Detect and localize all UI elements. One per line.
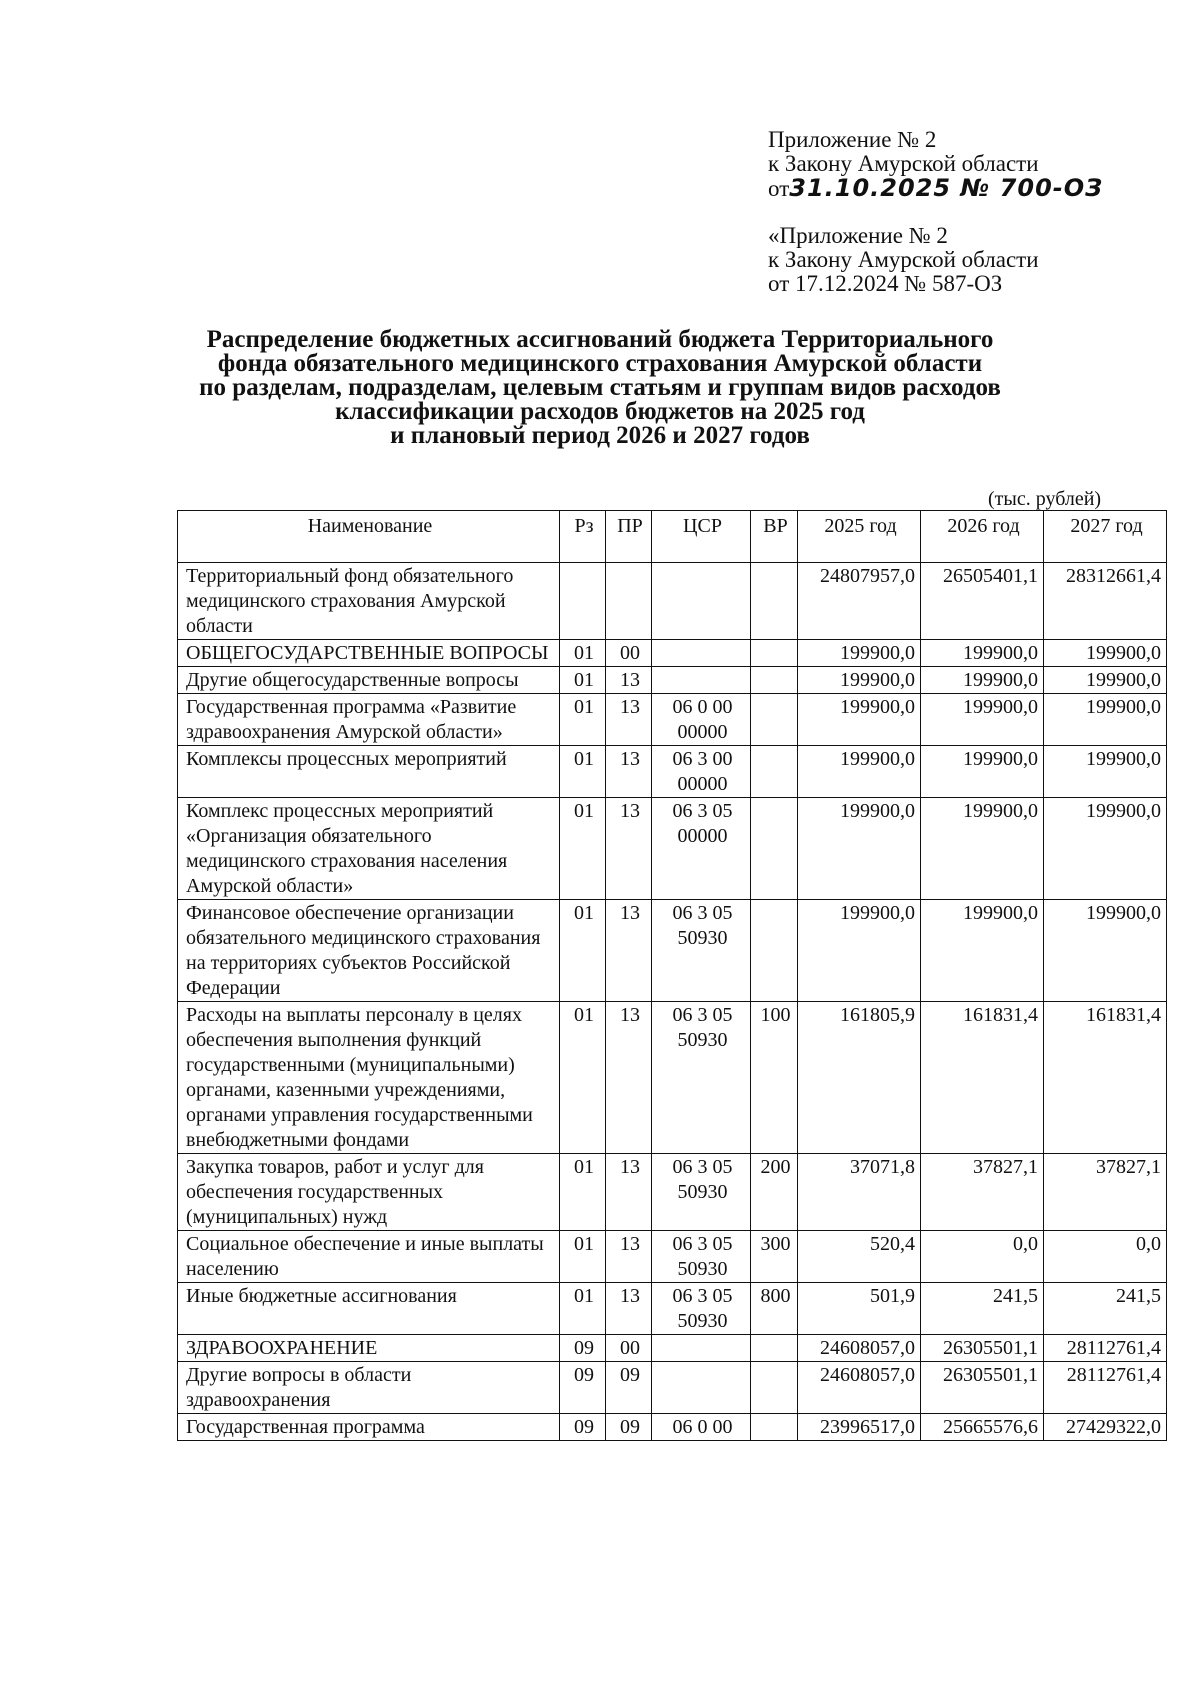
cell-pr: 09 <box>606 1362 652 1414</box>
cell-2025: 199900,0 <box>798 640 921 667</box>
title-line: по разделам, подразделам, целевым статьям и группам видов расходов <box>199 374 1001 401</box>
appendix-current-line2: к Закону Амурской области <box>768 151 1039 176</box>
cell-2027: 241,5 <box>1044 1283 1167 1335</box>
cell-name: Комплекс процессных мероприятий «Организация обязательного медицинского страхования населения Амурской области» <box>178 798 560 900</box>
cell-csr <box>652 640 751 667</box>
header-2026: 2026 год <box>921 511 1044 563</box>
cell-pr <box>606 563 652 640</box>
cell-csr: 06 3 05 50930 <box>652 1154 751 1231</box>
cell-2026: 241,5 <box>921 1283 1044 1335</box>
cell-vr <box>751 1414 798 1441</box>
cell-rz: 01 <box>560 1283 606 1335</box>
cell-2027: 28312661,4 <box>1044 563 1167 640</box>
cell-rz: 01 <box>560 1231 606 1283</box>
cell-name: Государственная программа «Развитие здравоохранения Амурской области» <box>178 694 560 746</box>
cell-name: ЗДРАВООХРАНЕНИЕ <box>178 1335 560 1362</box>
cell-2027: 199900,0 <box>1044 694 1167 746</box>
cell-vr <box>751 694 798 746</box>
cell-rz: 09 <box>560 1362 606 1414</box>
table-row <box>178 1231 1167 1283</box>
cell-name: Государственная программа <box>178 1414 560 1441</box>
units-label: (тыс. рублей) <box>988 488 1102 510</box>
cell-rz: 09 <box>560 1335 606 1362</box>
cell-vr <box>751 900 798 1002</box>
cell-rz: 01 <box>560 694 606 746</box>
table-row <box>178 667 1167 694</box>
table-row <box>178 746 1167 798</box>
cell-2027: 199900,0 <box>1044 900 1167 1002</box>
header-name: Наименование <box>178 511 560 563</box>
cell-2026: 199900,0 <box>921 694 1044 746</box>
cell-2025: 501,9 <box>798 1283 921 1335</box>
cell-rz: 01 <box>560 640 606 667</box>
cell-pr: 13 <box>606 1154 652 1231</box>
cell-pr: 13 <box>606 746 652 798</box>
title-line: классификации расходов бюджетов на 2025 год <box>335 398 865 425</box>
budget-table <box>177 510 1167 1441</box>
table-row <box>178 798 1167 900</box>
cell-name: Комплексы процессных мероприятий <box>178 746 560 798</box>
cell-rz: 01 <box>560 798 606 900</box>
appendix-previous-line2: к Закону Амурской области <box>768 247 1039 272</box>
cell-2025: 161805,9 <box>798 1002 921 1154</box>
cell-csr: 06 0 00 <box>652 1414 751 1441</box>
cell-rz: 01 <box>560 667 606 694</box>
cell-2025: 199900,0 <box>798 900 921 1002</box>
header-2025: 2025 год <box>798 511 921 563</box>
cell-name: Другие вопросы в области здравоохранения <box>178 1362 560 1414</box>
table-row <box>178 563 1167 640</box>
cell-vr: 800 <box>751 1283 798 1335</box>
cell-csr: 06 3 05 50930 <box>652 1002 751 1154</box>
cell-rz: 09 <box>560 1414 606 1441</box>
cell-2027: 199900,0 <box>1044 640 1167 667</box>
cell-pr: 13 <box>606 900 652 1002</box>
cell-2027: 28112761,4 <box>1044 1362 1167 1414</box>
cell-pr: 13 <box>606 1283 652 1335</box>
appendix-current-block <box>768 128 1103 201</box>
cell-2026: 199900,0 <box>921 798 1044 900</box>
table-row <box>178 1362 1167 1414</box>
title-line: Распределение бюджетных ассигнований бюджета Территориального <box>206 326 994 353</box>
cell-2026: 199900,0 <box>921 667 1044 694</box>
appendix-current-line3 <box>768 176 1103 201</box>
cell-rz <box>560 563 606 640</box>
cell-2026: 0,0 <box>921 1231 1044 1283</box>
table-row <box>178 640 1167 667</box>
appendix-previous-block <box>768 224 1039 296</box>
cell-vr <box>751 746 798 798</box>
cell-vr: 200 <box>751 1154 798 1231</box>
cell-2025: 37071,8 <box>798 1154 921 1231</box>
cell-2025: 520,4 <box>798 1231 921 1283</box>
cell-2026: 199900,0 <box>921 746 1044 798</box>
document-title <box>120 328 1080 448</box>
title-line: и плановый период 2026 и 2027 годов <box>390 422 810 449</box>
cell-2027: 199900,0 <box>1044 746 1167 798</box>
appendix-previous-line3: от 17.12.2024 № 587-ОЗ <box>768 271 1003 296</box>
cell-vr: 100 <box>751 1002 798 1154</box>
cell-2027: 0,0 <box>1044 1231 1167 1283</box>
table-row <box>178 900 1167 1002</box>
cell-csr <box>652 563 751 640</box>
table-body <box>178 563 1167 1441</box>
table-row <box>178 1414 1167 1441</box>
cell-2026: 199900,0 <box>921 640 1044 667</box>
cell-pr: 13 <box>606 1002 652 1154</box>
appendix-previous-line1: «Приложение № 2 <box>768 223 948 248</box>
cell-2025: 199900,0 <box>798 694 921 746</box>
header-vr: ВР <box>751 511 798 563</box>
header-2027: 2027 год <box>1044 511 1167 563</box>
cell-csr <box>652 1335 751 1362</box>
cell-csr: 06 3 05 00000 <box>652 798 751 900</box>
handwritten-date-number: 31.10.2025 № 700-ОЗ <box>789 174 1104 202</box>
cell-csr: 06 3 05 50930 <box>652 900 751 1002</box>
cell-rz: 01 <box>560 746 606 798</box>
table-row <box>178 1154 1167 1231</box>
cell-2027: 28112761,4 <box>1044 1335 1167 1362</box>
cell-name: Иные бюджетные ассигнования <box>178 1283 560 1335</box>
cell-rz: 01 <box>560 900 606 1002</box>
cell-vr <box>751 1335 798 1362</box>
cell-pr: 00 <box>606 640 652 667</box>
cell-2026: 25665576,6 <box>921 1414 1044 1441</box>
cell-csr <box>652 667 751 694</box>
appendix-current-line1: Приложение № 2 <box>768 127 937 152</box>
table-row <box>178 1283 1167 1335</box>
header-csr: ЦСР <box>652 511 751 563</box>
cell-rz: 01 <box>560 1154 606 1231</box>
cell-vr <box>751 640 798 667</box>
cell-rz: 01 <box>560 1002 606 1154</box>
cell-csr: 06 3 05 50930 <box>652 1283 751 1335</box>
cell-2025: 24807957,0 <box>798 563 921 640</box>
cell-name: Финансовое обеспечение организации обязательного медицинского страхования на территориях субъектов Российской Федерации <box>178 900 560 1002</box>
table-row <box>178 1002 1167 1154</box>
cell-pr: 13 <box>606 1231 652 1283</box>
cell-csr: 06 3 00 00000 <box>652 746 751 798</box>
cell-vr <box>751 798 798 900</box>
cell-2025: 23996517,0 <box>798 1414 921 1441</box>
header-pr: ПР <box>606 511 652 563</box>
title-line: фонда обязательного медицинского страхования Амурской области <box>217 350 983 377</box>
cell-pr: 13 <box>606 667 652 694</box>
cell-2027: 161831,4 <box>1044 1002 1167 1154</box>
cell-vr <box>751 667 798 694</box>
cell-2025: 199900,0 <box>798 667 921 694</box>
cell-2027: 199900,0 <box>1044 798 1167 900</box>
cell-pr: 09 <box>606 1414 652 1441</box>
cell-2026: 37827,1 <box>921 1154 1044 1231</box>
cell-pr: 00 <box>606 1335 652 1362</box>
cell-name: Закупка товаров, работ и услуг для обеспечения государственных (муниципальных) нужд <box>178 1154 560 1231</box>
cell-2026: 199900,0 <box>921 900 1044 1002</box>
cell-2025: 199900,0 <box>798 746 921 798</box>
table-header-row <box>178 511 1167 563</box>
cell-csr: 06 0 00 00000 <box>652 694 751 746</box>
cell-vr: 300 <box>751 1231 798 1283</box>
cell-2025: 199900,0 <box>798 798 921 900</box>
cell-2026: 161831,4 <box>921 1002 1044 1154</box>
cell-2027: 27429322,0 <box>1044 1414 1167 1441</box>
cell-2025: 24608057,0 <box>798 1362 921 1414</box>
cell-2025: 24608057,0 <box>798 1335 921 1362</box>
cell-2026: 26305501,1 <box>921 1335 1044 1362</box>
header-rz: Рз <box>560 511 606 563</box>
cell-vr <box>751 1362 798 1414</box>
cell-csr <box>652 1362 751 1414</box>
table-row <box>178 694 1167 746</box>
cell-2027: 37827,1 <box>1044 1154 1167 1231</box>
cell-csr: 06 3 05 50930 <box>652 1231 751 1283</box>
cell-name: Территориальный фонд обязательного медицинского страхования Амурской области <box>178 563 560 640</box>
cell-name: Социальное обеспечение и иные выплаты населению <box>178 1231 560 1283</box>
cell-name: Другие общегосударственные вопросы <box>178 667 560 694</box>
cell-name: ОБЩЕГОСУДАРСТВЕННЫЕ ВОПРОСЫ <box>178 640 560 667</box>
cell-2027: 199900,0 <box>1044 667 1167 694</box>
cell-pr: 13 <box>606 694 652 746</box>
appendix-current-date-prefix: от <box>768 176 790 201</box>
cell-vr <box>751 563 798 640</box>
cell-2026: 26305501,1 <box>921 1362 1044 1414</box>
cell-name: Расходы на выплаты персоналу в целях обеспечения выполнения функций государственными (муниципальными) органами, казенными учреждениями, органами управления государственными внебюджетными фондами <box>178 1002 560 1154</box>
cell-pr: 13 <box>606 798 652 900</box>
table-row <box>178 1335 1167 1362</box>
cell-2026: 26505401,1 <box>921 563 1044 640</box>
